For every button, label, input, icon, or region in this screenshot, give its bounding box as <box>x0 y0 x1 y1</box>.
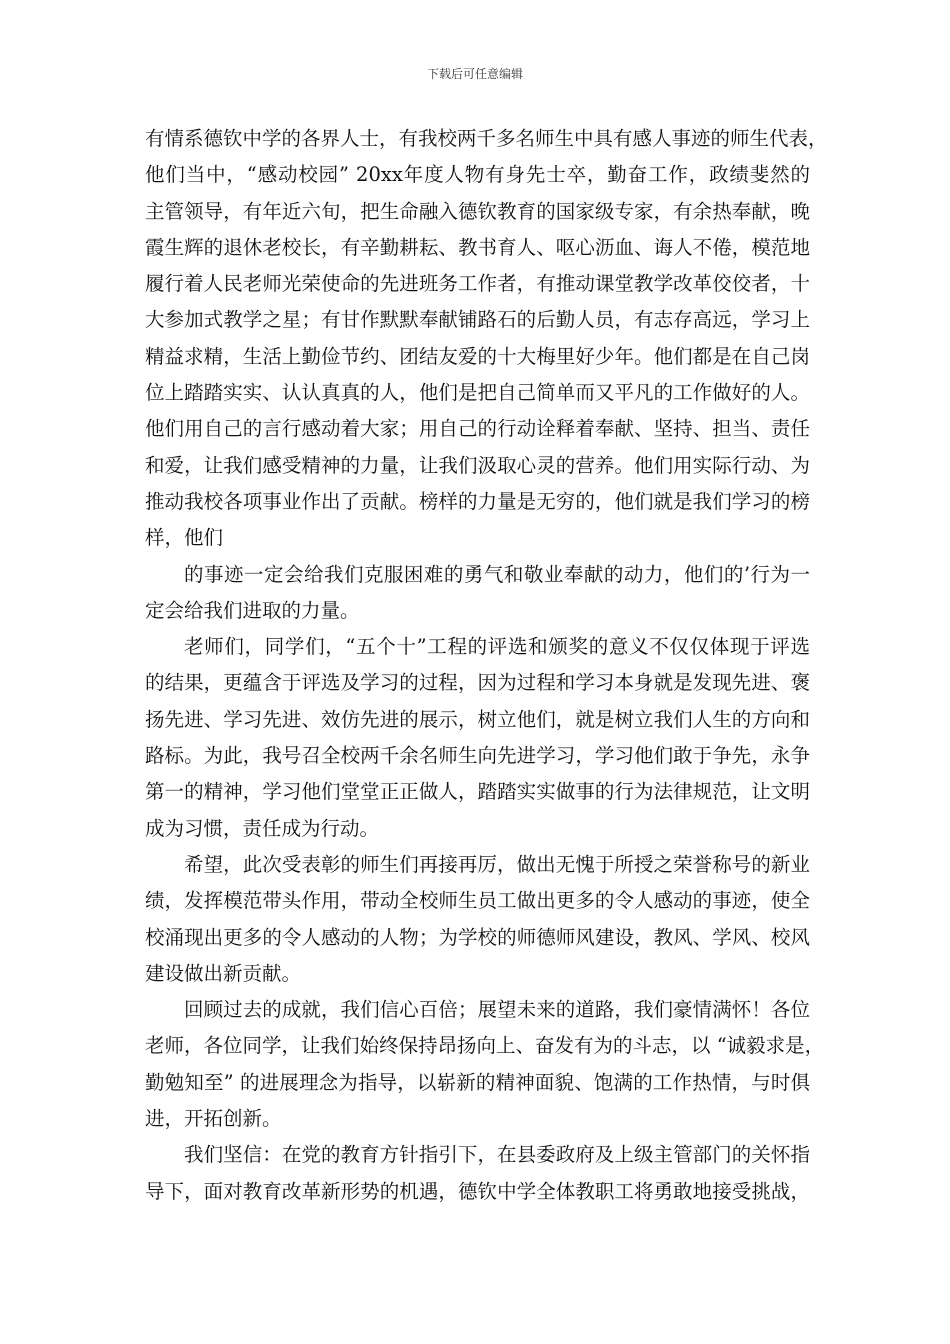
text-line: 成为习惯，责任成为行动。 <box>145 816 380 840</box>
text-line: 位上踏踏实实、认认真真的人，他们是把自己简单而又平凡的工作做好的人。 <box>145 381 810 405</box>
text-line: 老师，各位同学，让我们始终保持昂扬向上、奋发有为的斗志，以 “诚毅求是， <box>145 1034 825 1058</box>
text-line: 回顾过去的成就，我们信心百倍；展望未来的道路，我们豪情满怀！各位 <box>184 998 810 1022</box>
text-line: 有情系德钦中学的各界人士，有我校两千多名师生中具有感人事迹的师生代表， <box>145 127 828 150</box>
text-line: 主管领导，有年近六旬，把生命融入德钦教育的国家级专家，有余热奉献，晚 <box>145 199 810 223</box>
text-line: 勤勉知至” 的进展理念为指导，以崭新的精神面貌、饱满的工作热情，与时俱 <box>145 1070 810 1094</box>
text-line: 绩，发挥模范带头作用，带动全校师生员工做出更多的令人感动的事迹，使全 <box>145 889 810 913</box>
text-line: 校涌现出更多的令人感动的人物；为学校的师德师风建设，教风、学风、校风 <box>145 925 810 949</box>
text-line: 进，开拓创新。 <box>145 1107 282 1131</box>
text-line: 样，他们 <box>145 526 224 550</box>
text-line: 第一的精神，学习他们堂堂正正做人，踏踏实实做事的行为法律规范，让文明 <box>145 780 810 804</box>
text-line: 路标。为此，我号召全校两千余名师生向先进学习，学习他们敢于争先，永争 <box>145 744 810 768</box>
text-line: 扬先进、学习先进、效仿先进的展示，树立他们，就是树立我们人生的方向和 <box>145 707 810 731</box>
text-line: 建设做出新贡献。 <box>145 961 302 985</box>
text-line: 精益求精，生活上勤俭节约、团结友爱的十大梅里好少年。他们都是在自己岗 <box>145 344 810 368</box>
text-line: 定会给我们进取的力量。 <box>145 598 360 622</box>
text-line: 大参加式教学之星；有甘作默默奉献铺路石的后勤人员，有志存高远，学习上 <box>145 308 810 332</box>
text-line: 他们当中，“感动校园” 20xx年度人物有身先士卒，勤奋工作，政绩斐然的 <box>145 163 810 187</box>
text-line: 的结果，更蕴含于评选及学习的过程，因为过程和学习本身就是发现先进、褒 <box>145 671 810 695</box>
text-line: 和爱，让我们感受精神的力量，让我们汲取心灵的营养。他们用实际行动、为 <box>145 453 810 477</box>
text-line: 他们用自己的言行感动着大家；用自己的行动诠释着奉献、坚持、担当、责任 <box>145 417 810 441</box>
document-body <box>145 121 828 1210</box>
page-header: 下载后可任意编辑 <box>426 67 523 81</box>
text-line: 履行着人民老师光荣使命的先进班务工作者，有推动课堂教学改革佼佼者，十 <box>145 272 810 296</box>
text-line: 的事迹一定会给我们克服困难的勇气和敬业奉献的动力，他们的’行为一 <box>184 562 810 586</box>
text-line: 霞生辉的退休老校长，有辛勤耕耘、教书育人、呕心沥血、诲人不倦，模范地 <box>145 235 810 259</box>
text-line: 推动我校各项事业作出了贡献。榜样的力量是无穷的，他们就是我们学习的榜 <box>145 489 810 513</box>
text-line: 老师们，同学们，“五个十”工程的评选和颁奖的意义不仅仅体现于评选 <box>184 635 810 659</box>
text-line: 导下，面对教育改革新形势的机遇，德钦中学全体教职工将勇敢地接受挑战， <box>145 1179 810 1203</box>
text-line: 我们坚信：在党的教育方针指引下，在县委政府及上级主管部门的关怀指 <box>184 1143 810 1167</box>
text-line: 希望，此次受表彰的师生们再接再厉，做出无愧于所授之荣誉称号的新业 <box>184 852 810 876</box>
